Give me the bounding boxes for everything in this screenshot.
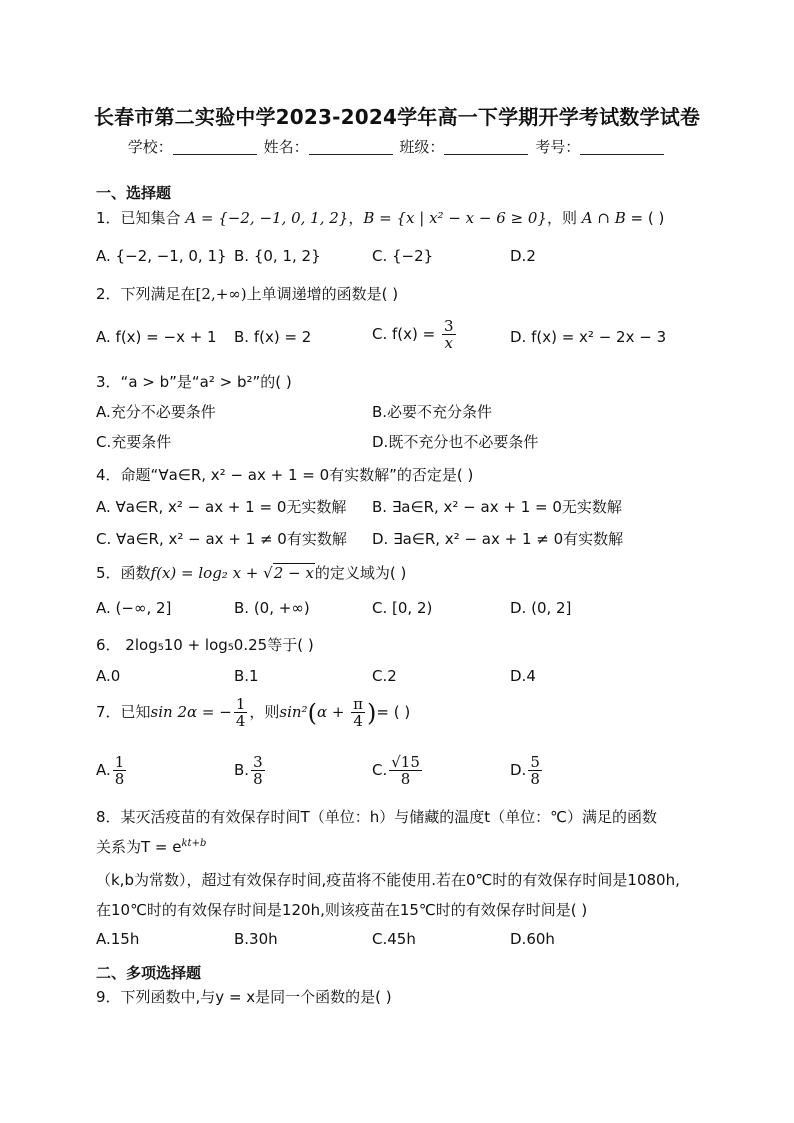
q4-option-b: B. ∃a∈R, x² − ax + 1 = 0无实数解	[372, 498, 622, 516]
q2-option-d: D. f(x) = x² − 2x − 3	[510, 328, 667, 346]
question-9: 9．下列函数中,与y = x是同一个函数的是( )	[96, 988, 392, 1006]
q7-ask: sin²	[279, 703, 308, 721]
q5-func: f(x) = log₂ x +	[150, 564, 264, 582]
exam-title: 长春市第二实验中学2023-2024学年高一下学期开学考试数学试卷	[93, 105, 701, 129]
q1-end: = ( )	[630, 209, 665, 227]
school-label: 学校：	[127, 138, 173, 156]
q4-option-d: D. ∃a∈R, x² − ax + 1 ≠ 0有实数解	[372, 530, 624, 548]
school-blank	[173, 140, 257, 155]
q7-option-d-num: 5	[530, 753, 540, 771]
q5-prefix: 5．函数	[96, 564, 151, 582]
number-label: 考号：	[535, 138, 581, 156]
q2-option-c-den: x	[444, 334, 453, 352]
q3-option-d: D.既不充分也不必要条件	[372, 433, 539, 451]
question-2	[96, 283, 398, 304]
q5-option-c: C. [0, 2)	[372, 599, 433, 617]
q2-suffix: 上单调递增的函数是( )	[246, 285, 399, 303]
q1-expr: A ∩ B	[581, 209, 626, 227]
question-8-line-1: 8．某灭活疫苗的有效保存时间T（单位：h）与储藏的温度t（单位：℃）满足的函数	[96, 808, 657, 826]
q1-sep: ，	[348, 209, 364, 227]
q5-sqrt: 2 − x	[273, 564, 314, 582]
q7-option-c-num: √15	[391, 753, 420, 771]
q1-ask: ，则	[546, 209, 577, 227]
q1-option-b: B. {0, 1, 2}	[234, 247, 321, 265]
q7-option-a-label: A.	[96, 761, 111, 779]
question-7: 7．已知sin 2α = − $\frac{1}{4}$ ，则sin²(α + $\frac{\pi}{4}$ )= ( )	[96, 695, 411, 730]
q1-prefix: 1．已知集合	[96, 209, 181, 227]
q7-ask-inner: α +	[316, 703, 350, 721]
q7-given-den: 4	[235, 712, 246, 730]
q8-option-d: D.60h	[510, 930, 555, 948]
q7-ask-den: 4	[353, 712, 363, 730]
student-info-row	[0, 136, 794, 157]
q7-option-d-den: 8	[530, 770, 540, 788]
q6-option-d: D.4	[510, 667, 536, 685]
class-label: 班级：	[399, 138, 445, 156]
q1-option-d: D.2	[510, 247, 536, 265]
q1-set-b: B = {x | x² − x − 6 ≥ 0}	[363, 209, 547, 227]
section-heading-multiple-choice: 二、多项选择题	[96, 964, 202, 982]
q2-option-a: A. f(x) = −x + 1	[96, 328, 217, 346]
number-blank	[580, 140, 664, 155]
q2-option-c	[372, 318, 458, 351]
class-blank	[444, 140, 528, 155]
q7-prefix: 7．已知	[96, 703, 151, 721]
q7-end: = ( )	[376, 703, 411, 721]
q7-ask-num: π	[353, 695, 364, 713]
q4-option-a: A. ∀a∈R, x² − ax + 1 = 0无实数解	[96, 498, 347, 516]
q7-option-d	[510, 754, 544, 787]
q1-set-a: A = {−2, −1, 0, 1, 2}	[185, 209, 349, 227]
q3-option-c: C.充要条件	[96, 433, 172, 451]
q7-option-c-label: C.	[372, 761, 388, 779]
q2-interval: [2,+∞)	[195, 285, 247, 303]
q8-option-c: C.45h	[372, 930, 416, 948]
question-3: 3．“a > b”是“a² > b²”的( )	[96, 373, 292, 391]
name-blank	[309, 140, 393, 155]
q3-option-b: B.必要不充分条件	[372, 403, 493, 421]
q7-given-num: 1	[235, 695, 246, 713]
section-heading-single-choice: 一、选择题	[96, 184, 172, 202]
question-6: 6． 2log₅10 + log₅0.25等于( )	[96, 636, 314, 654]
q7-option-a	[96, 754, 128, 787]
question-4: 4．命题“∀a∈R, x² − ax + 1 = 0有实数解”的否定是( )	[96, 466, 474, 484]
q2-option-c-label: C. f(x) =	[372, 325, 440, 343]
q7-option-b-label: B.	[234, 761, 250, 779]
q7-option-d-label: D.	[510, 761, 527, 779]
q7-option-c	[372, 754, 424, 787]
q6-option-c: C.2	[372, 667, 397, 685]
q5-suffix: 的定义域为( )	[314, 564, 407, 582]
q7-option-a-num: 1	[114, 753, 125, 771]
question-8-line-3: （k,b为常数），超过有效保存时间,疫苗将不能使用.若在0℃时的有效保存时间是1080h,	[96, 871, 680, 889]
q2-prefix: 2．下列满足在	[96, 285, 196, 303]
q5-option-d: D. (0, 2]	[510, 599, 572, 617]
q8-option-b: B.30h	[234, 930, 278, 948]
q8-option-a: A.15h	[96, 930, 140, 948]
q8-line2-exponent: kt+b	[181, 838, 207, 849]
q6-option-a: A.0	[96, 667, 121, 685]
q1-option-c: C. {−2}	[372, 247, 434, 265]
q2-option-b: B. f(x) = 2	[234, 328, 312, 346]
question-8-line-2	[96, 836, 206, 857]
question-5: 5．函数f(x) = log₂ x + √2 − x的定义域为( )	[96, 564, 407, 582]
q7-option-a-den: 8	[114, 770, 125, 788]
q7-mid: ，则	[249, 703, 280, 721]
q7-option-b-den: 8	[253, 770, 263, 788]
q1-option-a: A. {−2, −1, 0, 1}	[96, 247, 227, 265]
q7-given: sin 2α = −	[150, 703, 232, 721]
question-1	[96, 207, 664, 228]
q6-option-b: B.1	[234, 667, 259, 685]
q7-option-b-num: 3	[253, 753, 263, 771]
q2-option-c-num: 3	[443, 317, 454, 335]
q4-option-c: C. ∀a∈R, x² − ax + 1 ≠ 0有实数解	[96, 530, 347, 548]
q5-option-a: A. (−∞, 2]	[96, 599, 172, 617]
q7-option-b	[234, 754, 267, 787]
name-label: 姓名：	[263, 138, 309, 156]
q5-option-b: B. (0, +∞)	[234, 599, 310, 617]
question-8-line-4: 在10℃时的有效保存时间是120h,则该疫苗在15℃时的有效保存时间是( )	[96, 901, 588, 919]
q8-line2-text: 关系为T = e	[96, 838, 182, 856]
q7-option-c-den: 8	[400, 770, 411, 788]
q3-option-a: A.充分不必要条件	[96, 403, 216, 421]
